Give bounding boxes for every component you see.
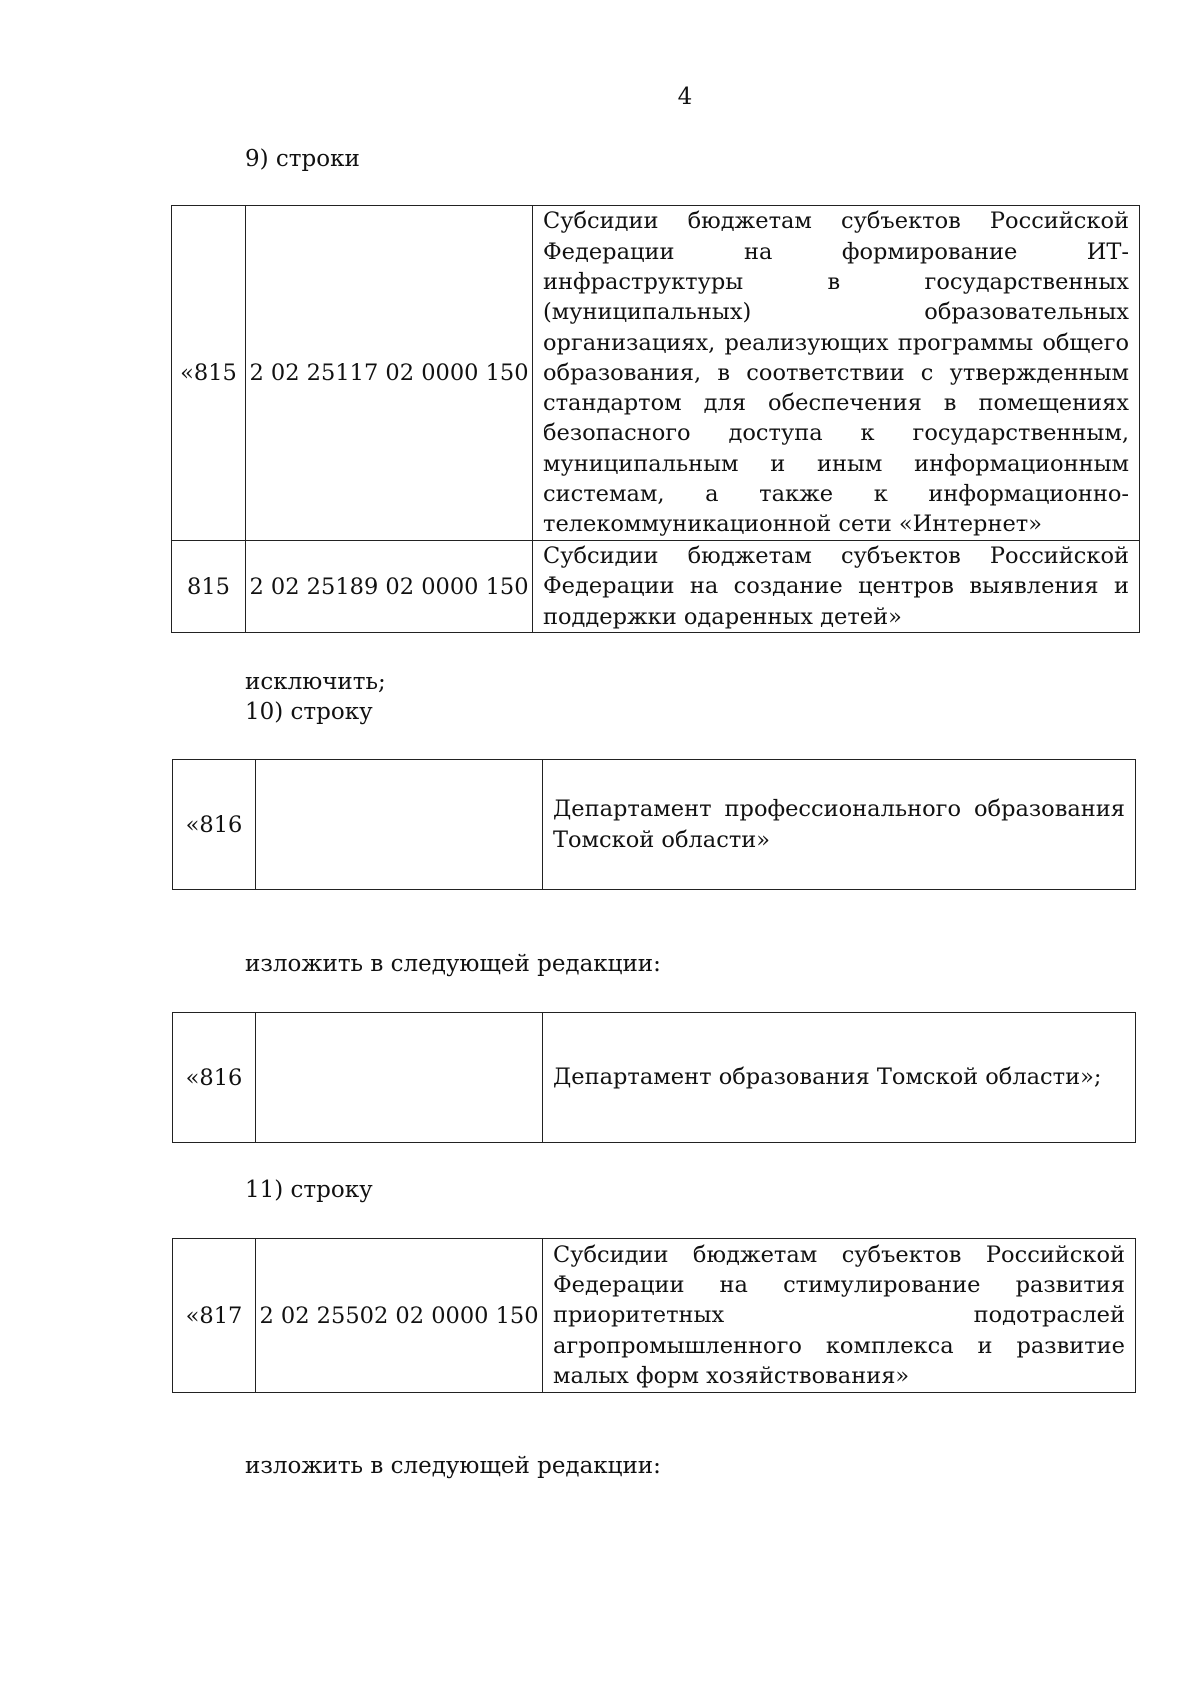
section-10-heading: 10) строку — [245, 699, 373, 725]
page-number: 4 — [677, 84, 693, 110]
exclude-text: исключить; — [245, 669, 386, 695]
revenue-code-cell: 2 02 25117 02 0000 150 — [246, 206, 533, 541]
table-row — [173, 760, 1136, 890]
revenue-name-cell: Субсидии бюджетам субъектов Российской Федерации на формирование ИТ-инфраструктуры в государственных (муниципальных) образовательных организациях, реализующих программы общего образования, в соответствии с утвержденным стандартом для обеспечения в помещениях безопасного доступа к государственным, муниципальным и иным информационным системам, а также к информационно-телекоммуникационной сети «Интернет» — [533, 206, 1140, 541]
section-9-heading: 9) строки — [245, 146, 360, 172]
admin-code-cell: 815 — [172, 541, 246, 633]
table-section-11-old — [172, 1238, 1136, 1393]
table-row — [172, 206, 1140, 541]
section-11-new-heading: изложить в следующей редакции: — [245, 1453, 661, 1479]
admin-code-cell: «815 — [172, 206, 246, 541]
revenue-name-cell: Субсидии бюджетам субъектов Российской Федерации на стимулирование развития приоритетных подотраслей агропромышленного комплекса и развитие малых форм хозяйствования» — [543, 1239, 1136, 1393]
revenue-code-cell — [256, 760, 543, 890]
revenue-name-cell: Департамент профессионального образования Томской области» — [543, 760, 1136, 890]
admin-code-cell: «817 — [173, 1239, 256, 1393]
section-11-heading: 11) строку — [245, 1177, 373, 1203]
section-10-new-heading: изложить в следующей редакции: — [245, 951, 661, 977]
revenue-name-cell: Субсидии бюджетам субъектов Российской Федерации на создание центров выявления и поддержки одаренных детей» — [533, 541, 1140, 633]
revenue-code-cell: 2 02 25189 02 0000 150 — [246, 541, 533, 633]
table-section-10-old — [172, 759, 1136, 890]
revenue-code-cell: 2 02 25502 02 0000 150 — [256, 1239, 543, 1393]
revenue-code-cell — [256, 1013, 543, 1143]
admin-code-cell: «816 — [173, 760, 256, 890]
table-section-9 — [171, 205, 1140, 633]
table-row — [173, 1239, 1136, 1393]
table-section-10-new — [172, 1012, 1136, 1143]
revenue-name-cell: Департамент образования Томской области»; — [543, 1013, 1136, 1143]
table-row — [173, 1013, 1136, 1143]
admin-code-cell: «816 — [173, 1013, 256, 1143]
table-row — [172, 541, 1140, 633]
